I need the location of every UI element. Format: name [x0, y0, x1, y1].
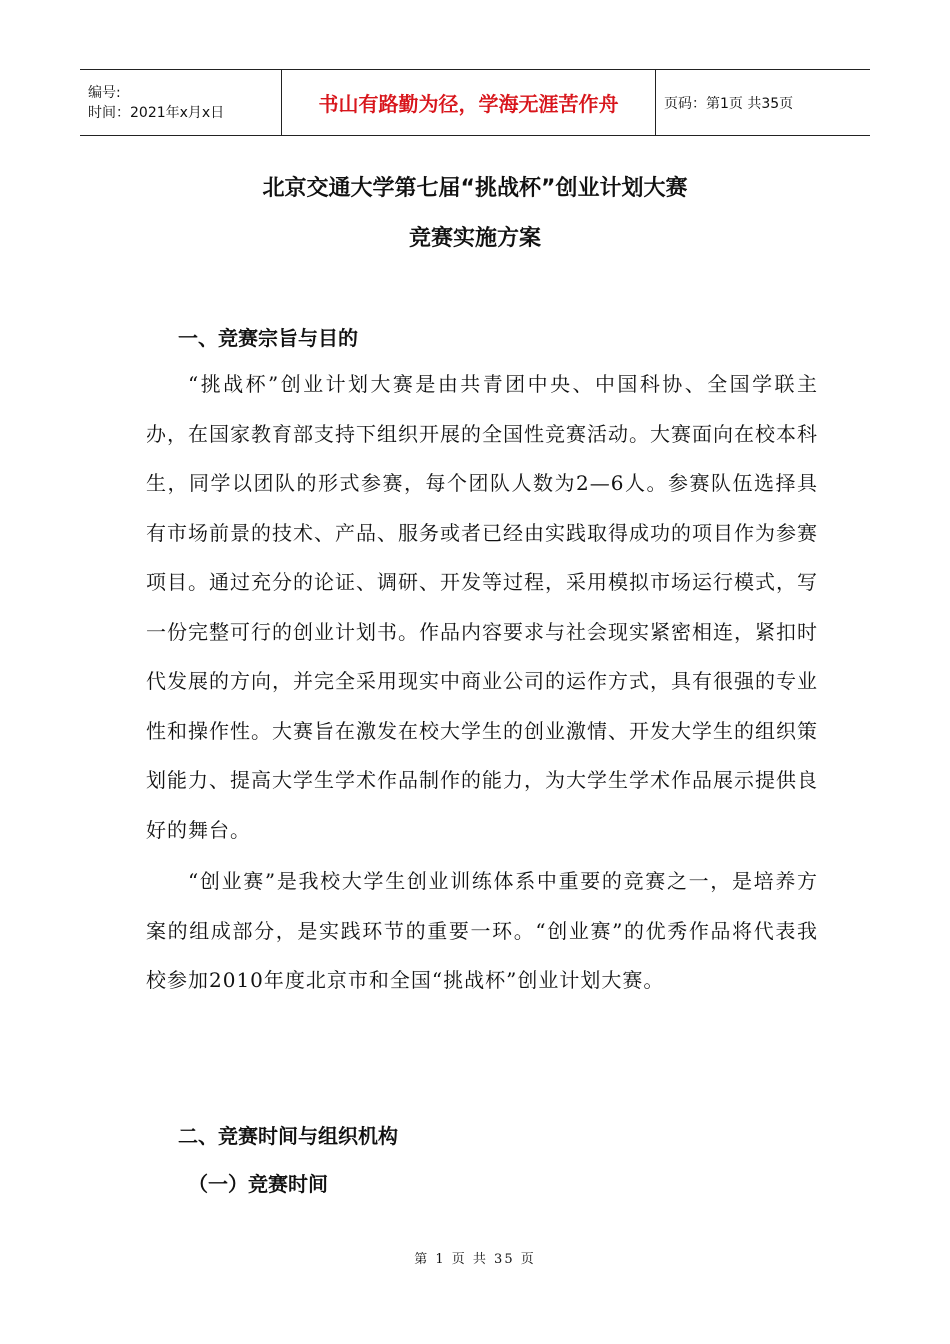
header-motto	[282, 70, 656, 135]
time-label: 时间：2021年x月x日	[88, 104, 225, 121]
page-header	[80, 69, 870, 136]
document-title-line2: 竞赛实施方案	[408, 226, 541, 251]
header-meta	[80, 70, 282, 135]
motto-text: 书山有路勤为径，学海无涯苦作舟	[318, 92, 619, 116]
number-label: 编号:	[88, 84, 121, 101]
section1-paragraph2: “创业赛”是我校大学生创业训练体系中重要的竞赛之一，是培养方案的组成部分，是实践环节的重要一环。“创业赛”的优秀作品将代表我校参加2010年度北京市和全国“挑战杯”创业计划大赛。	[146, 869, 818, 992]
page-footer: 第 1 页 共 35 页	[414, 1252, 536, 1267]
section1-paragraph1: “挑战杯”创业计划大赛是由共青团中央、中国科协、全国学联主办，在国家教育部支持下组织开展的全国性竞赛活动。大赛面向在校本科生，同学以团队的形式参赛，每个团队人数为2—6人。参赛队伍选择具有市场前景的技术、产品、服务或者已经由实践取得成功的项目作为参赛项目。通过充分的论证、调研、开发等过程，采用模拟市场运行模式，写一份完整可行的创业计划书。作品内容要求与社会现实紧密相连，紧扣时代发展的方向，并完全采用现实中商业公司的运作方式，具有很强的专业性和操作性。大赛旨在激发在校大学生的创业激情、开发大学生的组织策划能力、提高大学生学术作品制作的能力，为大学生学术作品展示提供良好的舞台。	[146, 372, 818, 842]
section2-heading: 二、竞赛时间与组织机构	[178, 1124, 398, 1148]
section2-subheading1: （一）竞赛时间	[188, 1172, 328, 1196]
section1-heading: 一、竞赛宗旨与目的	[178, 326, 358, 350]
page-info-text: 页码：第1页 共35页	[664, 95, 794, 112]
document-title-line1: 北京交通大学第七届“挑战杯”创业计划大赛	[262, 176, 688, 201]
header-page-info	[656, 70, 870, 135]
